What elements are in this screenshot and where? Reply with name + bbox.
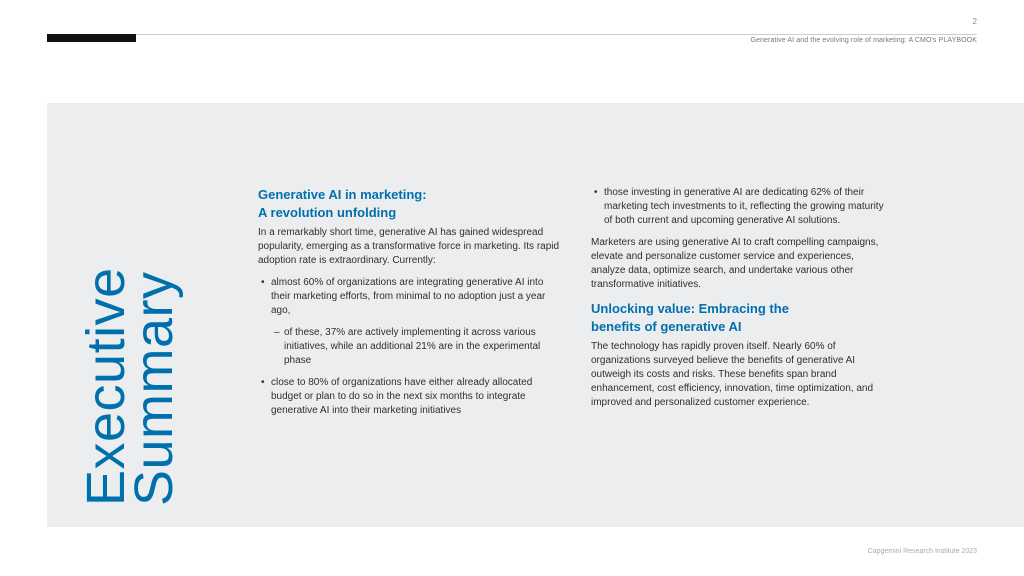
left-intro: In a remarkably short time, generative AI has gained widespread popularity, emerging as a transformative force in marketing. Its rapid adoption rate is extraordinary. Currently: <box>258 227 560 266</box>
header-rule <box>136 34 977 35</box>
page-number: 2 <box>972 17 977 26</box>
bullet-item: • close to 80% of organizations have either already allocated budget or plan to do so in the next six months to integrate generative AI into their marketing initiatives <box>258 376 560 418</box>
right-column <box>591 186 891 410</box>
right-bullet-list <box>591 186 891 228</box>
section-title <box>76 267 184 506</box>
right-heading-line2: benefits of generative AI <box>591 319 742 334</box>
sub-bullet-item: – of these, 37% are actively implementing it across various initiatives, while an additional 21% are in the experimental phase <box>258 326 560 368</box>
left-heading <box>258 186 560 222</box>
bullet-item: • almost 60% of organizations are integrating generative AI into their marketing efforts, from minimal to no adoption just a year ago, <box>258 276 560 318</box>
right-paragraph-2: The technology has rapidly proven itself. Nearly 60% of organizations surveyed believe the benefits of generative AI outweigh its costs and risks. These benefits span brand enhancement, cost efficiency, innovation, time optimization, and improved and personalized customer experience. <box>591 341 874 408</box>
left-bullet-list <box>258 276 560 418</box>
right-paragraph-1: Marketers are using generative AI to craft compelling campaigns, elevate and personalize customer service and experiences, analyze data, optimize search, and undertake various other transformative initiatives. <box>591 237 879 290</box>
right-heading <box>591 300 891 336</box>
section-title-line2: Summary <box>124 271 184 506</box>
left-column <box>258 186 560 418</box>
document-title: Generative AI and the evolving role of marketing: A CMO's PLAYBOOK <box>750 37 977 44</box>
bullet-item: • those investing in generative AI are dedicating 62% of their marketing tech investments to it, reflecting the growing maturity of both current and upcoming generative AI solutions. <box>591 186 891 228</box>
right-heading-line1: Unlocking value: Embracing the <box>591 301 789 316</box>
left-heading-line2: A revolution unfolding <box>258 205 397 220</box>
left-heading-line1: Generative AI in marketing: <box>258 187 427 202</box>
footer-credit: Capgemini Research Institute 2023 <box>867 548 977 555</box>
section-title-line1: Executive <box>76 267 136 506</box>
header-bar <box>47 34 136 42</box>
